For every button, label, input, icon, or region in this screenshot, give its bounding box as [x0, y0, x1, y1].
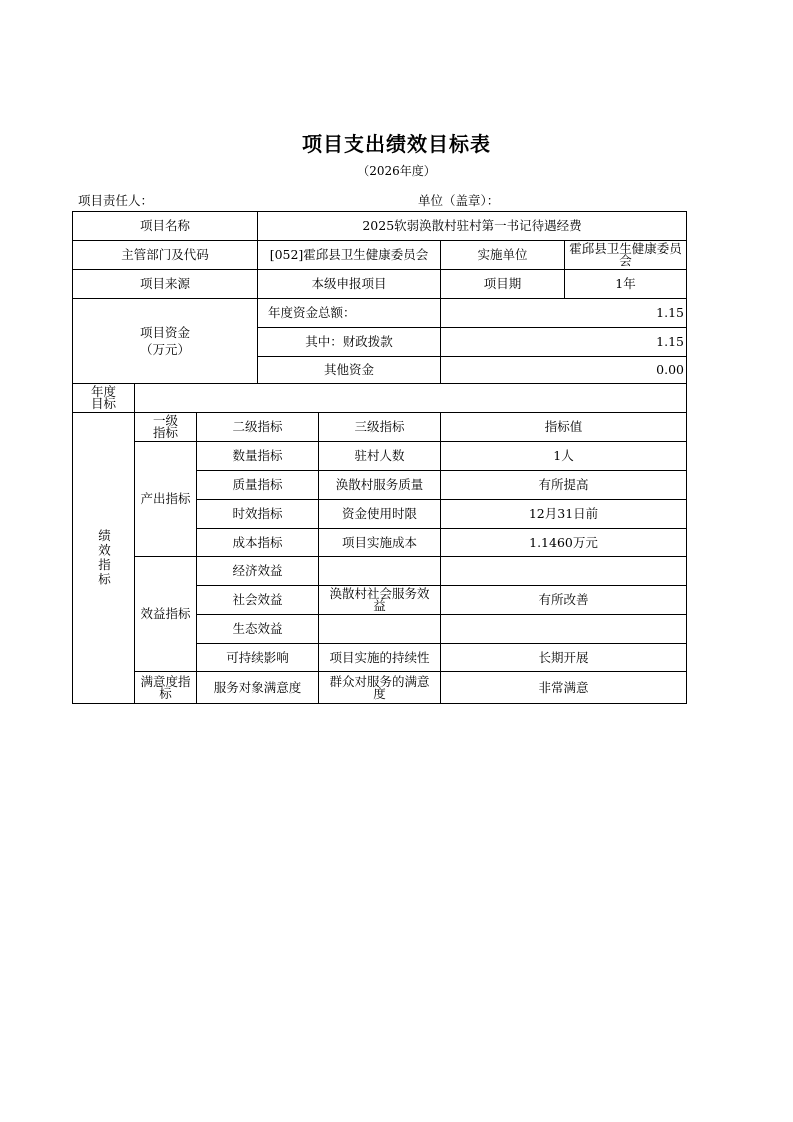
row-level2: 质量指标 [196, 470, 319, 500]
funds-label: 项目资金 （万元） [72, 298, 258, 384]
row-value: 有所提高 [440, 470, 687, 500]
row-level2: 可持续影响 [196, 643, 319, 672]
row-level3: 项目实施成本 [318, 528, 441, 557]
project-name-label: 项目名称 [72, 211, 258, 241]
dept-value: [052]霍邱县卫生健康委员会 [257, 240, 441, 270]
period-label: 项目期 [440, 269, 565, 299]
row-level2: 经济效益 [196, 556, 319, 586]
row-level3: 群众对服务的满意 度 [318, 671, 441, 704]
source-value: 本级申报项目 [257, 269, 441, 299]
page-title: 项目支出绩效目标表 [302, 132, 491, 156]
row-level3 [318, 614, 441, 644]
header-value: 指标值 [440, 412, 687, 442]
annual-total-value: 1.15 [440, 298, 687, 328]
impl-unit-value: 霍邱县卫生健康委员会 [564, 240, 687, 270]
row-value: 1.1460万元 [440, 528, 687, 557]
annual-goal-label: 年度 目标 [72, 383, 135, 413]
responsible-person-label: 项目责任人： [78, 193, 154, 208]
group-benefit: 效益指标 [134, 556, 197, 672]
row-value: 长期开展 [440, 643, 687, 672]
header-level2: 二级指标 [196, 412, 319, 442]
other-funds-value: 0.00 [440, 356, 687, 384]
fiscal-label: 其中：财政拨款 [257, 327, 441, 357]
row-level2: 时效指标 [196, 499, 319, 529]
indicators-section-text: 绩效指标 [96, 529, 112, 587]
row-level3: 涣散村服务质量 [318, 470, 441, 500]
annual-total-label: 年度资金总额： [257, 298, 441, 328]
row-level3: 资金使用时限 [318, 499, 441, 529]
unit-seal-label: 单位（盖章）： [418, 193, 500, 208]
impl-unit-label: 实施单位 [440, 240, 565, 270]
indicators-section-label [72, 412, 135, 704]
source-label: 项目来源 [72, 269, 258, 299]
row-level3 [318, 556, 441, 586]
row-value: 1人 [440, 441, 687, 471]
group-output: 产出指标 [134, 441, 197, 557]
row-level2: 成本指标 [196, 528, 319, 557]
year-subtitle: （2026年度） [357, 164, 436, 178]
period-value: 1年 [564, 269, 687, 299]
row-level3: 涣散村社会服务效 益 [318, 585, 441, 615]
row-value: 非常满意 [440, 671, 687, 704]
row-level2: 社会效益 [196, 585, 319, 615]
project-name-value: 2025软弱涣散村驻村第一书记待遇经费 [257, 211, 687, 241]
row-level3: 驻村人数 [318, 441, 441, 471]
annual-goal-value [134, 383, 687, 413]
header-level1: 一级 指标 [134, 412, 197, 442]
row-value: 12月31日前 [440, 499, 687, 529]
row-value [440, 614, 687, 644]
row-level2: 生态效益 [196, 614, 319, 644]
header-level3: 三级指标 [318, 412, 441, 442]
row-value [440, 556, 687, 586]
row-level2: 服务对象满意度 [196, 671, 319, 704]
row-level3: 项目实施的持续性 [318, 643, 441, 672]
other-funds-label: 其他资金 [257, 356, 441, 384]
row-level2: 数量指标 [196, 441, 319, 471]
dept-label: 主管部门及代码 [72, 240, 258, 270]
row-value: 有所改善 [440, 585, 687, 615]
group-satisfaction: 满意度指 标 [134, 671, 197, 704]
fiscal-value: 1.15 [440, 327, 687, 357]
